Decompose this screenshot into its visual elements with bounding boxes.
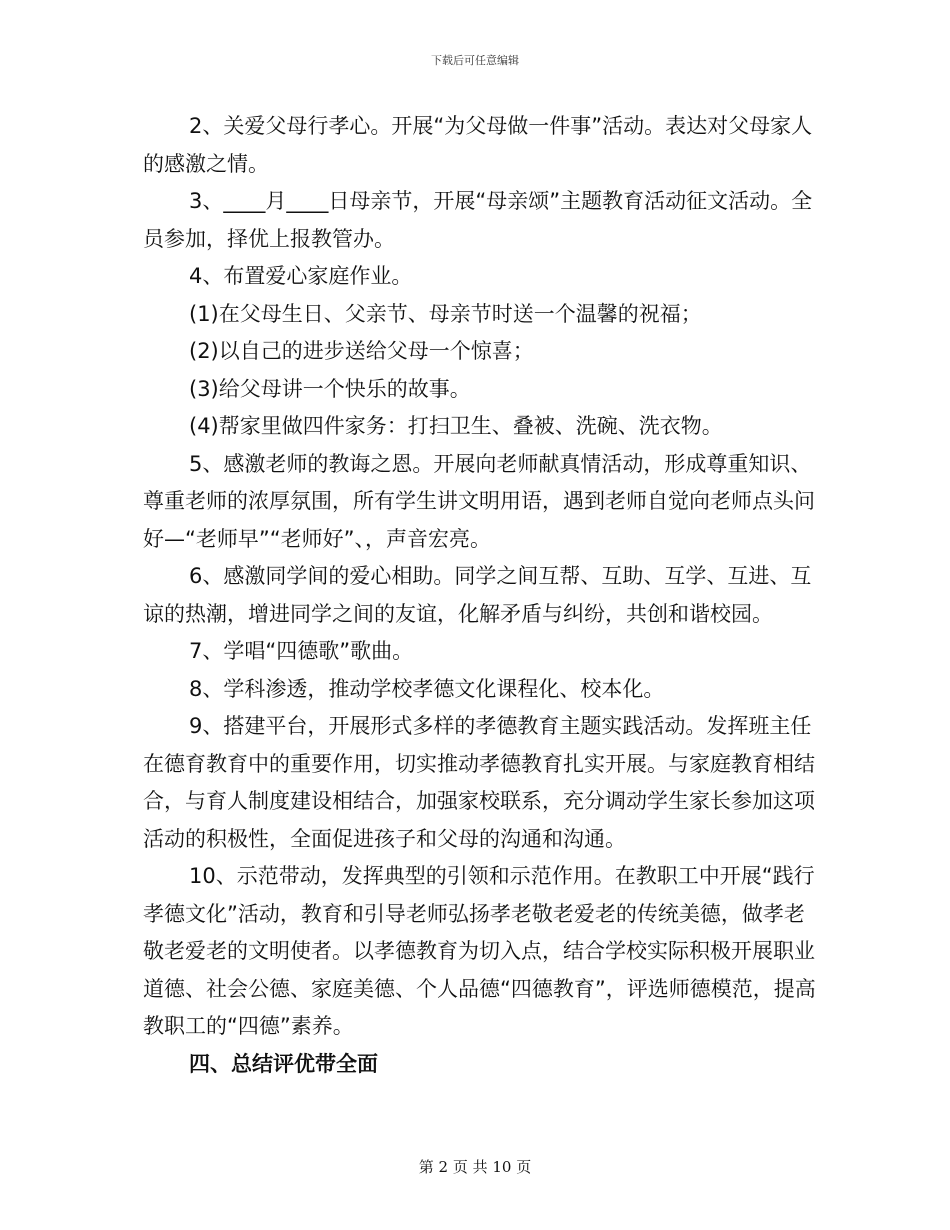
page-footer: 第 2 页 共 10 页 [418, 1158, 532, 1176]
sub-item-4: (4)帮家里做四件家务：打扫卫生、叠被、洗碗、洗衣物。 [189, 414, 723, 438]
paragraph-item-8: 8、学科渗透，推动学校孝德文化课程化、校本化。 [189, 676, 665, 701]
document-body [143, 108, 823, 1083]
paragraph-item-2: 2、关爱父母行孝心。开展“为父母做一件事”活动。表达对父母家人的感激之情。 [143, 114, 813, 176]
paragraph-item-3: 3、____月____日母亲节，开展“母亲颂”主题教育活动征文活动。全员参加，择优上报教管办。 [143, 189, 813, 251]
sub-item-1: (1)在父母生日、父亲节、母亲节时送一个温馨的祝福； [189, 301, 702, 326]
sub-item-3: (3)给父母讲一个快乐的故事。 [189, 376, 471, 401]
page-header: 下载后可任意编辑 [431, 54, 519, 67]
paragraph-item-10: 10、示范带动，发挥典型的引领和示范作用。在教职工中开展“践行孝德文化”活动，教育和引导老师弘扬孝老敬老爱老的传统美德，做孝老敬老爱老的文明使者。以孝德教育为切入点，结合学校实际积极开展职业道德、社会公德、家庭美德、个人品德“四德教育”，评选师德模范，提高教职工的“四德”素养。 [143, 864, 816, 1038]
sub-item-2: (2)以自己的进步送给父母一个惊喜； [189, 339, 534, 363]
section-heading-4: 四、总结评优带全面 [189, 1051, 378, 1076]
paragraph-item-6: 6、感激同学间的爱心相助。同学之间互帮、互助、互学、互进、互谅的热潮，增进同学之间的友谊，化解矛盾与纠纷，共创和谐校园。 [143, 564, 812, 626]
paragraph-item-5: 5、感激老师的教诲之恩。开展向老师献真情活动，形成尊重知识、尊重老师的浓厚氛围，所有学生讲文明用语，遇到老师自觉向老师点头问好—“老师早”“老师好”、，声音宏亮。 [143, 451, 815, 551]
paragraph-item-9: 9、搭建平台，开展形式多样的孝德教育主题实践活动。发挥班主任在德育教育中的重要作用，切实推动孝德教育扎实开展。与家庭教育相结合，与育人制度建设相结合，加强家校联系，充分调动学生家长参加这项活动的积极性，全面促进孩子和父母的沟通和沟通。 [143, 714, 815, 851]
paragraph-item-4: 4、布置爱心家庭作业。 [189, 264, 413, 288]
paragraph-item-7: 7、学唱“四德歌”歌曲。 [189, 639, 414, 663]
